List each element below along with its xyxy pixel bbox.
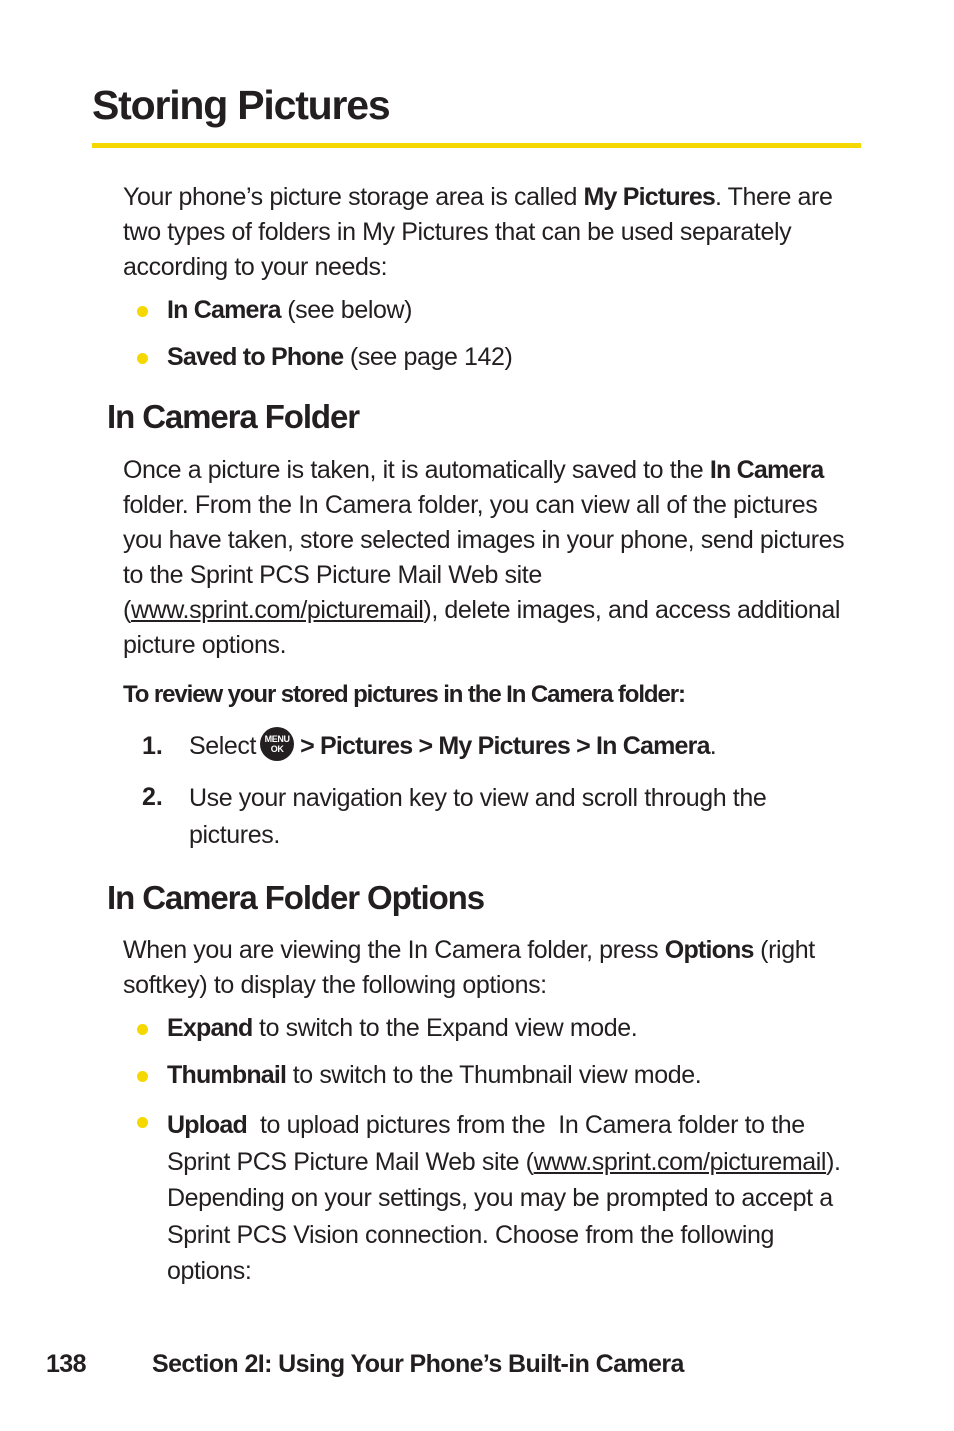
picturemail-link[interactable]: www.sprint.com/picturemail	[130, 596, 424, 624]
list-item: Saved to Phone (see page 142)	[167, 343, 513, 371]
step-1: Select MENU OK > Pictures > My Pictures > In Camera.	[189, 728, 716, 765]
bullet-icon	[137, 1071, 148, 1082]
option-thumbnail: Thumbnail to switch to the Thumbnail view mode.	[167, 1061, 702, 1089]
intro-paragraph: Your phone’s picture storage area is called My Pictures. There are two types of folders in My Pictures that can be used separately according to your needs:	[123, 183, 833, 281]
page-number: 138	[46, 1350, 86, 1378]
bullet-icon	[137, 1024, 148, 1035]
title-rule	[92, 143, 861, 148]
step-number: 1.	[142, 732, 163, 760]
options-paragraph: When you are viewing the In Camera folder, press Options (right softkey) to display the following options:	[123, 936, 815, 999]
in-camera-paragraph: Once a picture is taken, it is automatically saved to the In Camera folder. From the In Camera folder, you can view all of the pictures you have taken, store selected images in your phone, send pictures to the Sprint PCS Picture Mail Web site (www.sprint.com/picturemail), delete images, and access additional picture options.	[123, 456, 845, 659]
footer-section-title: Section 2I: Using Your Phone’s Built-in Camera	[152, 1350, 684, 1378]
picturemail-link[interactable]: www.sprint.com/picturemail	[533, 1147, 827, 1176]
bullet-icon	[137, 306, 148, 317]
my-pictures-term: My Pictures	[583, 183, 716, 211]
section-heading-in-camera-folder: In Camera Folder	[107, 398, 359, 435]
list-item: In Camera (see below)	[167, 296, 413, 324]
procedure-heading: To review your stored pictures in the In Camera folder:	[123, 681, 685, 708]
option-upload: Upload to upload pictures from the In Camera folder to the Sprint PCS Picture Mail Web site (www.sprint.com/picturemail). Depending on your settings, you may be prompted to accept a Sprint PCS Vision connection. Choose from the following options:	[167, 1111, 848, 1285]
option-expand: Expand to switch to the Expand view mode.	[167, 1014, 638, 1042]
menu-ok-key-icon: MENU OK	[260, 727, 294, 761]
step-number: 2.	[142, 783, 163, 811]
bullet-icon	[137, 353, 148, 364]
section-heading-in-camera-folder-options: In Camera Folder Options	[107, 879, 484, 916]
bullet-icon	[137, 1117, 148, 1128]
page-title: Storing Pictures	[92, 82, 390, 128]
step-2: Use your navigation key to view and scroll through the pictures.	[189, 784, 767, 849]
